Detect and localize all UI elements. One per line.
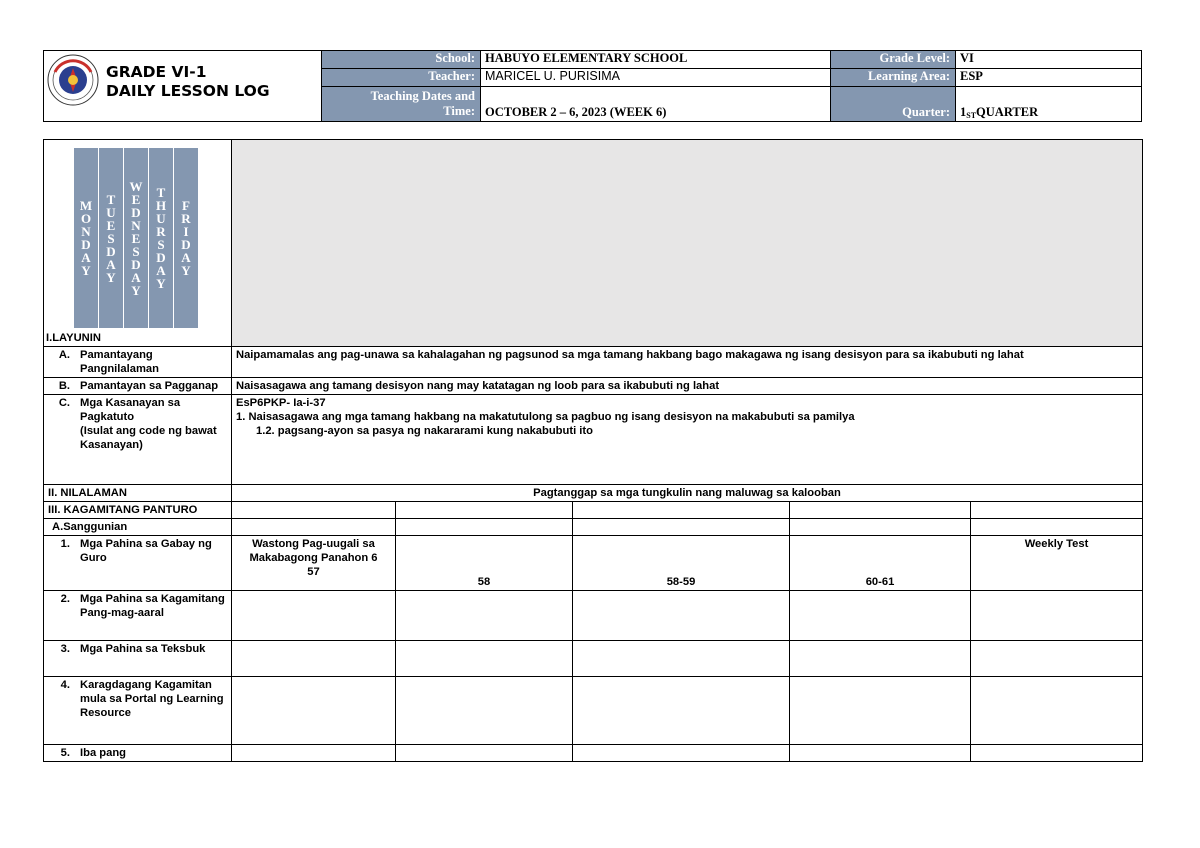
quarter-label: Quarter:: [831, 87, 955, 121]
section-layunin: I.LAYUNIN: [46, 332, 101, 344]
learning-area-value: ESP: [955, 69, 1141, 86]
text-pamantayan-sa-pagganap: Naisasagawa ang tamang desisyon nang may katatagan ng loob para sa ikabubuti ng lahat: [232, 378, 1143, 395]
row-pamantayan-sa-pagganap: B. Pamantayan sa Pagganap Naisasagawa ang tamang desisyon nang may katatagan ng loob para sa ikabubuti ng lahat: [44, 378, 1143, 395]
label-sanggunian: A.Sanggunian: [44, 519, 232, 536]
teacher-value: MARICEL U. PURISIMA: [480, 69, 831, 86]
header-title-block: [44, 51, 322, 121]
label-kagamitang-pang-mag-aaral: Mga Pahina sa Kagamitang Pang-mag-aaral: [80, 593, 225, 619]
label-teksbuk: Mga Pahina sa Teksbuk: [80, 643, 206, 655]
grade-level-label: Grade Level:: [831, 51, 955, 68]
kasanayan-item-1-2: 1.2. pagsang-ayon sa pasya ng nakararami kung nakabubuti ito: [256, 425, 593, 437]
section-nilalaman: II. NILALAMAN: [44, 485, 232, 502]
label-gabay-ng-guro: Mga Pahina sa Gabay ng Guro: [80, 538, 212, 564]
label-pamantayang-pangnilalaman: Pamantayang Pangnilalaman: [80, 349, 159, 375]
school-label: School:: [322, 51, 480, 68]
row-gabay-ng-guro: 1. Mga Pahina sa Gabay ng Guro Wastong Pag-uugali sa Makabagong Panahon 6 57 58 58-59 60-61 Weekly Test: [44, 536, 1143, 591]
days-header-cell: [44, 140, 232, 347]
teaching-dates-value: OCTOBER 2 – 6, 2023 (WEEK 6): [480, 87, 831, 121]
gabay-wednesday: 58-59: [573, 536, 790, 591]
row-sanggunian: [44, 519, 1143, 536]
row-pamantayang-pangnilalaman: A. Pamantayang Pangnilalaman Naipamamalas ang pag-unawa sa kahalagahan ng pagsunod sa mga tamang hakbang bago makagawa ng isang desisyon para sa ikabubuti ng lahat: [44, 347, 1143, 378]
gabay-tuesday: 58: [396, 536, 573, 591]
title-grade: GRADE VI-1: [106, 63, 207, 81]
kasanayan-item-1: 1. Naisasagawa ang mga tamang hakbang na makatutulong sa pagbuo ng isang desisyon na makabubuti sa pamilya: [236, 411, 855, 423]
day-thursday: T H U R S D A Y: [149, 148, 174, 328]
label-pamantayan-sa-pagganap: Pamantayan sa Pagganap: [80, 380, 219, 392]
title-dll: DAILY LESSON LOG: [106, 82, 270, 100]
text-pamantayang-pangnilalaman: Naipamamalas ang pag-unawa sa kahalagahan ng pagsunod sa mga tamang hakbang bago makagawa ng isang desisyon para sa ikabubuti ng lahat: [232, 347, 1143, 378]
label-kasanayan: Mga Kasanayan sa Pagkatuto: [80, 397, 181, 423]
lesson-log-table: [43, 139, 1143, 762]
teaching-dates-label: Teaching Dates and Time:: [322, 87, 480, 121]
day-monday: M O N D A Y: [74, 148, 99, 328]
row-kagamitang-pang-mag-aaral: 2. Mga Pahina sa Kagamitang Pang-mag-aaral: [44, 591, 1143, 641]
kasanayan-code: EsP6PKP- Ia-i-37: [236, 397, 326, 409]
row-nilalaman: [44, 485, 1143, 502]
days-header-row: [44, 140, 1143, 347]
day-friday: F R I D A Y: [174, 148, 199, 328]
school-value: HABUYO ELEMENTARY SCHOOL: [480, 51, 831, 68]
gabay-friday: Weekly Test: [971, 536, 1143, 591]
gabay-monday: Wastong Pag-uugali sa Makabagong Panahon 6 57: [232, 536, 396, 591]
grade-level-value: VI: [955, 51, 1141, 68]
text-nilalaman: Pagtanggap sa mga tungkulin nang maluwag sa kalooban: [232, 485, 1143, 502]
row-kasanayan: C. Mga Kasanayan sa Pagkatuto (Isulat ang code ng bawat Kasanayan) EsP6PKP- Ia-i-37 1. Naisasagawa ang mga tamang hakbang na makatutulong sa pagbuo ng isang desisyon na makabubuti sa pamilya 1.2. pagsang-ayon sa pasya ng nakararami kung nakabubuti ito: [44, 395, 1143, 485]
gabay-thursday: 60-61: [790, 536, 971, 591]
label-iba-pang: Iba pang: [80, 747, 126, 759]
quarter-value: 1 $_{ST}$ QUARTER: [955, 87, 1141, 121]
row-iba-pang: 5. Iba pang: [44, 745, 1143, 762]
row-teksbuk: 3. Mga Pahina sa Teksbuk: [44, 641, 1143, 677]
day-tuesday: T U E S D A Y: [99, 148, 124, 328]
teacher-label: Teacher:: [322, 69, 480, 86]
row-karagdagang-kagamitan: 4. Karagdagang Kagamitan mula sa Portal ng Learning Resource: [44, 677, 1143, 745]
section-kagamitang-panturo: III. KAGAMITANG PANTURO: [44, 502, 232, 519]
dll-header: [43, 50, 1142, 122]
learning-area-label: Learning Area:: [831, 69, 955, 86]
label-karagdagang-kagamitan: Karagdagang Kagamitan mula sa Portal ng Learning Resource: [80, 679, 224, 719]
label-kasanayan-note: (Isulat ang code ng bawat Kasanayan): [80, 425, 217, 451]
day-columns: [74, 148, 199, 328]
day-wednesday: W E D N E S D A Y: [124, 148, 149, 328]
deped-seal-icon: [47, 54, 99, 106]
text-kasanayan: [232, 395, 1143, 485]
row-kagamitang-panturo: [44, 502, 1143, 519]
days-header-blank: [232, 140, 1143, 347]
